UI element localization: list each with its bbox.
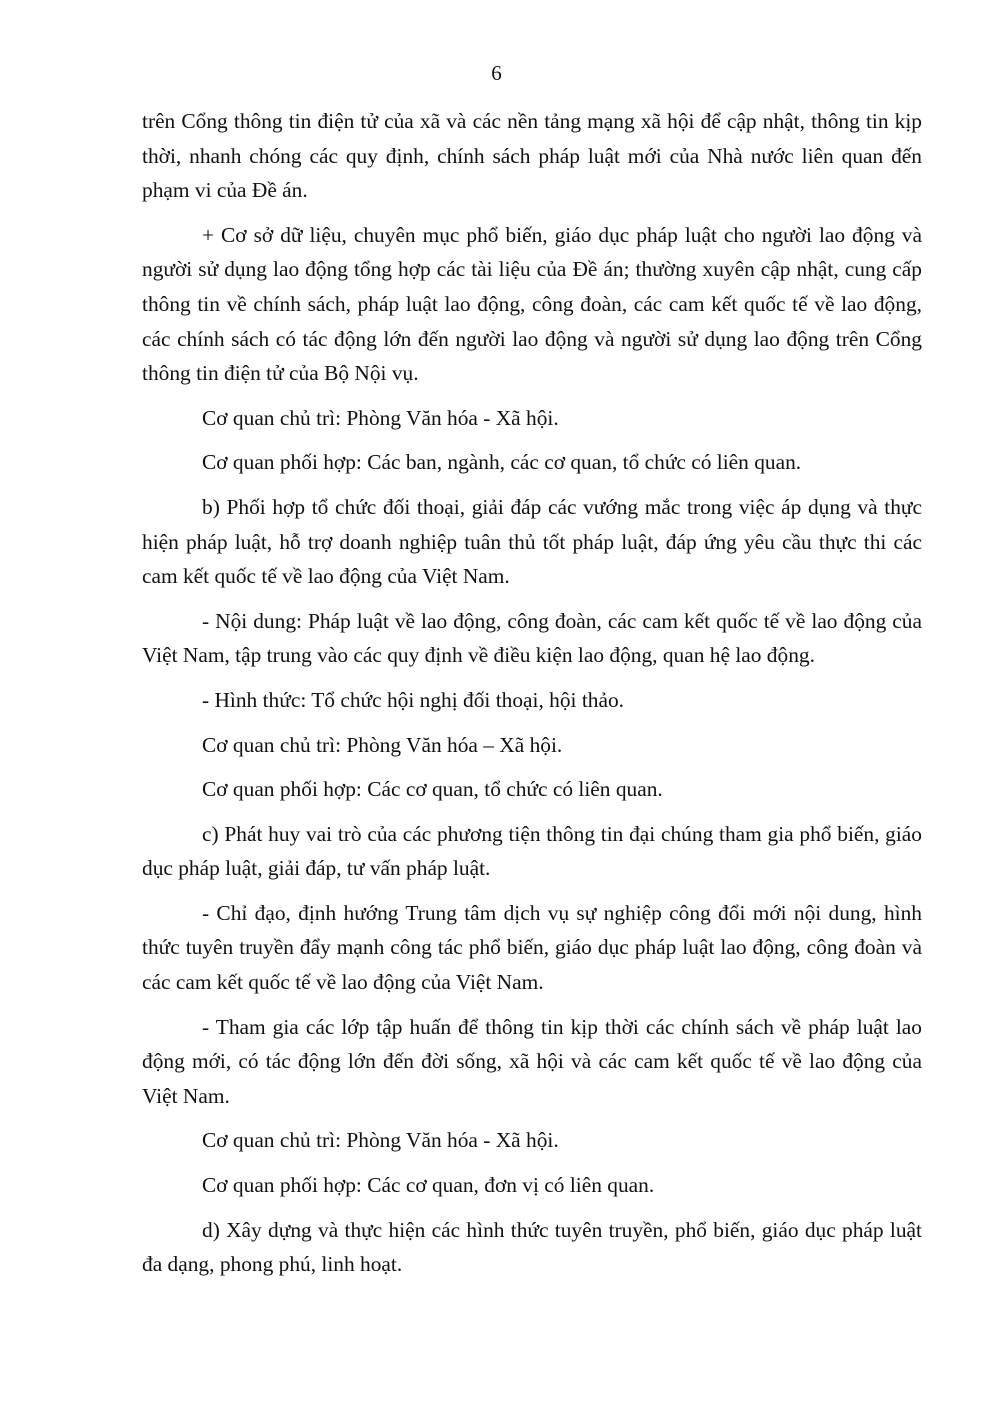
- paragraph-content: - Nội dung: Pháp luật về lao động, công đoàn, các cam kết quốc tế về lao động của Việt Nam, tập trung vào các quy định về điều kiện lao động, quan hệ lao động.: [142, 608, 922, 668]
- paragraph-continuation: trên Cổng thông tin điện tử của xã và các nền tảng mạng xã hội để cập nhật, thông tin kịp thời, nhanh chóng các quy định, chính sách pháp luật mới của Nhà nước liên quan đến phạm vi của Đề án.: [142, 109, 922, 203]
- paragraph-training: - Tham gia các lớp tập huấn để thông tin kịp thời các chính sách về pháp luật lao động mới, có tác động lớn đến đời sống, xã hội và các cam kết quốc tế về lao động của Việt Nam.: [142, 1014, 922, 1108]
- paragraph-coordinating-agency: Cơ quan phối hợp: Các cơ quan, đơn vị có liên quan.: [202, 1173, 655, 1198]
- paragraph-item-c: c) Phát huy vai trò của các phương tiện thông tin đại chúng tham gia phổ biến, giáo dục pháp luật, giải đáp, tư vấn pháp luật.: [142, 821, 922, 881]
- paragraph-form: - Hình thức: Tổ chức hội nghị đối thoại, hội thảo.: [202, 687, 625, 712]
- paragraph-lead-agency: Cơ quan chủ trì: Phòng Văn hóa - Xã hội.: [202, 1128, 559, 1153]
- paragraph-coordinating-agency: Cơ quan phối hợp: Các ban, ngành, các cơ quan, tổ chức có liên quan.: [202, 450, 802, 475]
- page-number: 6: [491, 61, 502, 85]
- paragraph-item-d: d) Xây dựng và thực hiện các hình thức tuyên truyền, phổ biến, giáo dục pháp luật đa dạng, phong phú, linh hoạt.: [142, 1217, 922, 1277]
- paragraph-direction: - Chỉ đạo, định hướng Trung tâm dịch vụ sự nghiệp công đổi mới nội dung, hình thức tuyên truyền đẩy mạnh công tác phổ biến, giáo dục pháp luật lao động, công đoàn và các cam kết quốc tế về lao động của Việt Nam.: [142, 900, 922, 995]
- paragraph-database-item: + Cơ sở dữ liệu, chuyên mục phổ biến, giáo dục pháp luật cho người lao động và người sử dụng lao động tổng hợp các tài liệu của Đề án; thường xuyên cập nhật, cung cấp thông tin về chính sách, pháp luật lao động, công đoàn, các cam kết quốc tế về lao động, các chính sách có tác động lớn đến người lao động và người sử dụng lao động trên Cổng thông tin điện tử của Bộ Nội vụ.: [142, 222, 922, 386]
- paragraph-item-b: b) Phối hợp tổ chức đối thoại, giải đáp các vướng mắc trong việc áp dụng và thực hiện pháp luật, hỗ trợ doanh nghiệp tuân thủ tốt pháp luật, đáp ứng yêu cầu thực thi các cam kết quốc tế về lao động của Việt Nam.: [142, 494, 922, 589]
- paragraph-coordinating-agency: Cơ quan phối hợp: Các cơ quan, tổ chức có liên quan.: [202, 777, 663, 802]
- document-body: [142, 104, 922, 1292]
- paragraph-lead-agency: Cơ quan chủ trì: Phòng Văn hóa – Xã hội.: [202, 732, 563, 757]
- paragraph-lead-agency: Cơ quan chủ trì: Phòng Văn hóa - Xã hội.: [202, 405, 559, 430]
